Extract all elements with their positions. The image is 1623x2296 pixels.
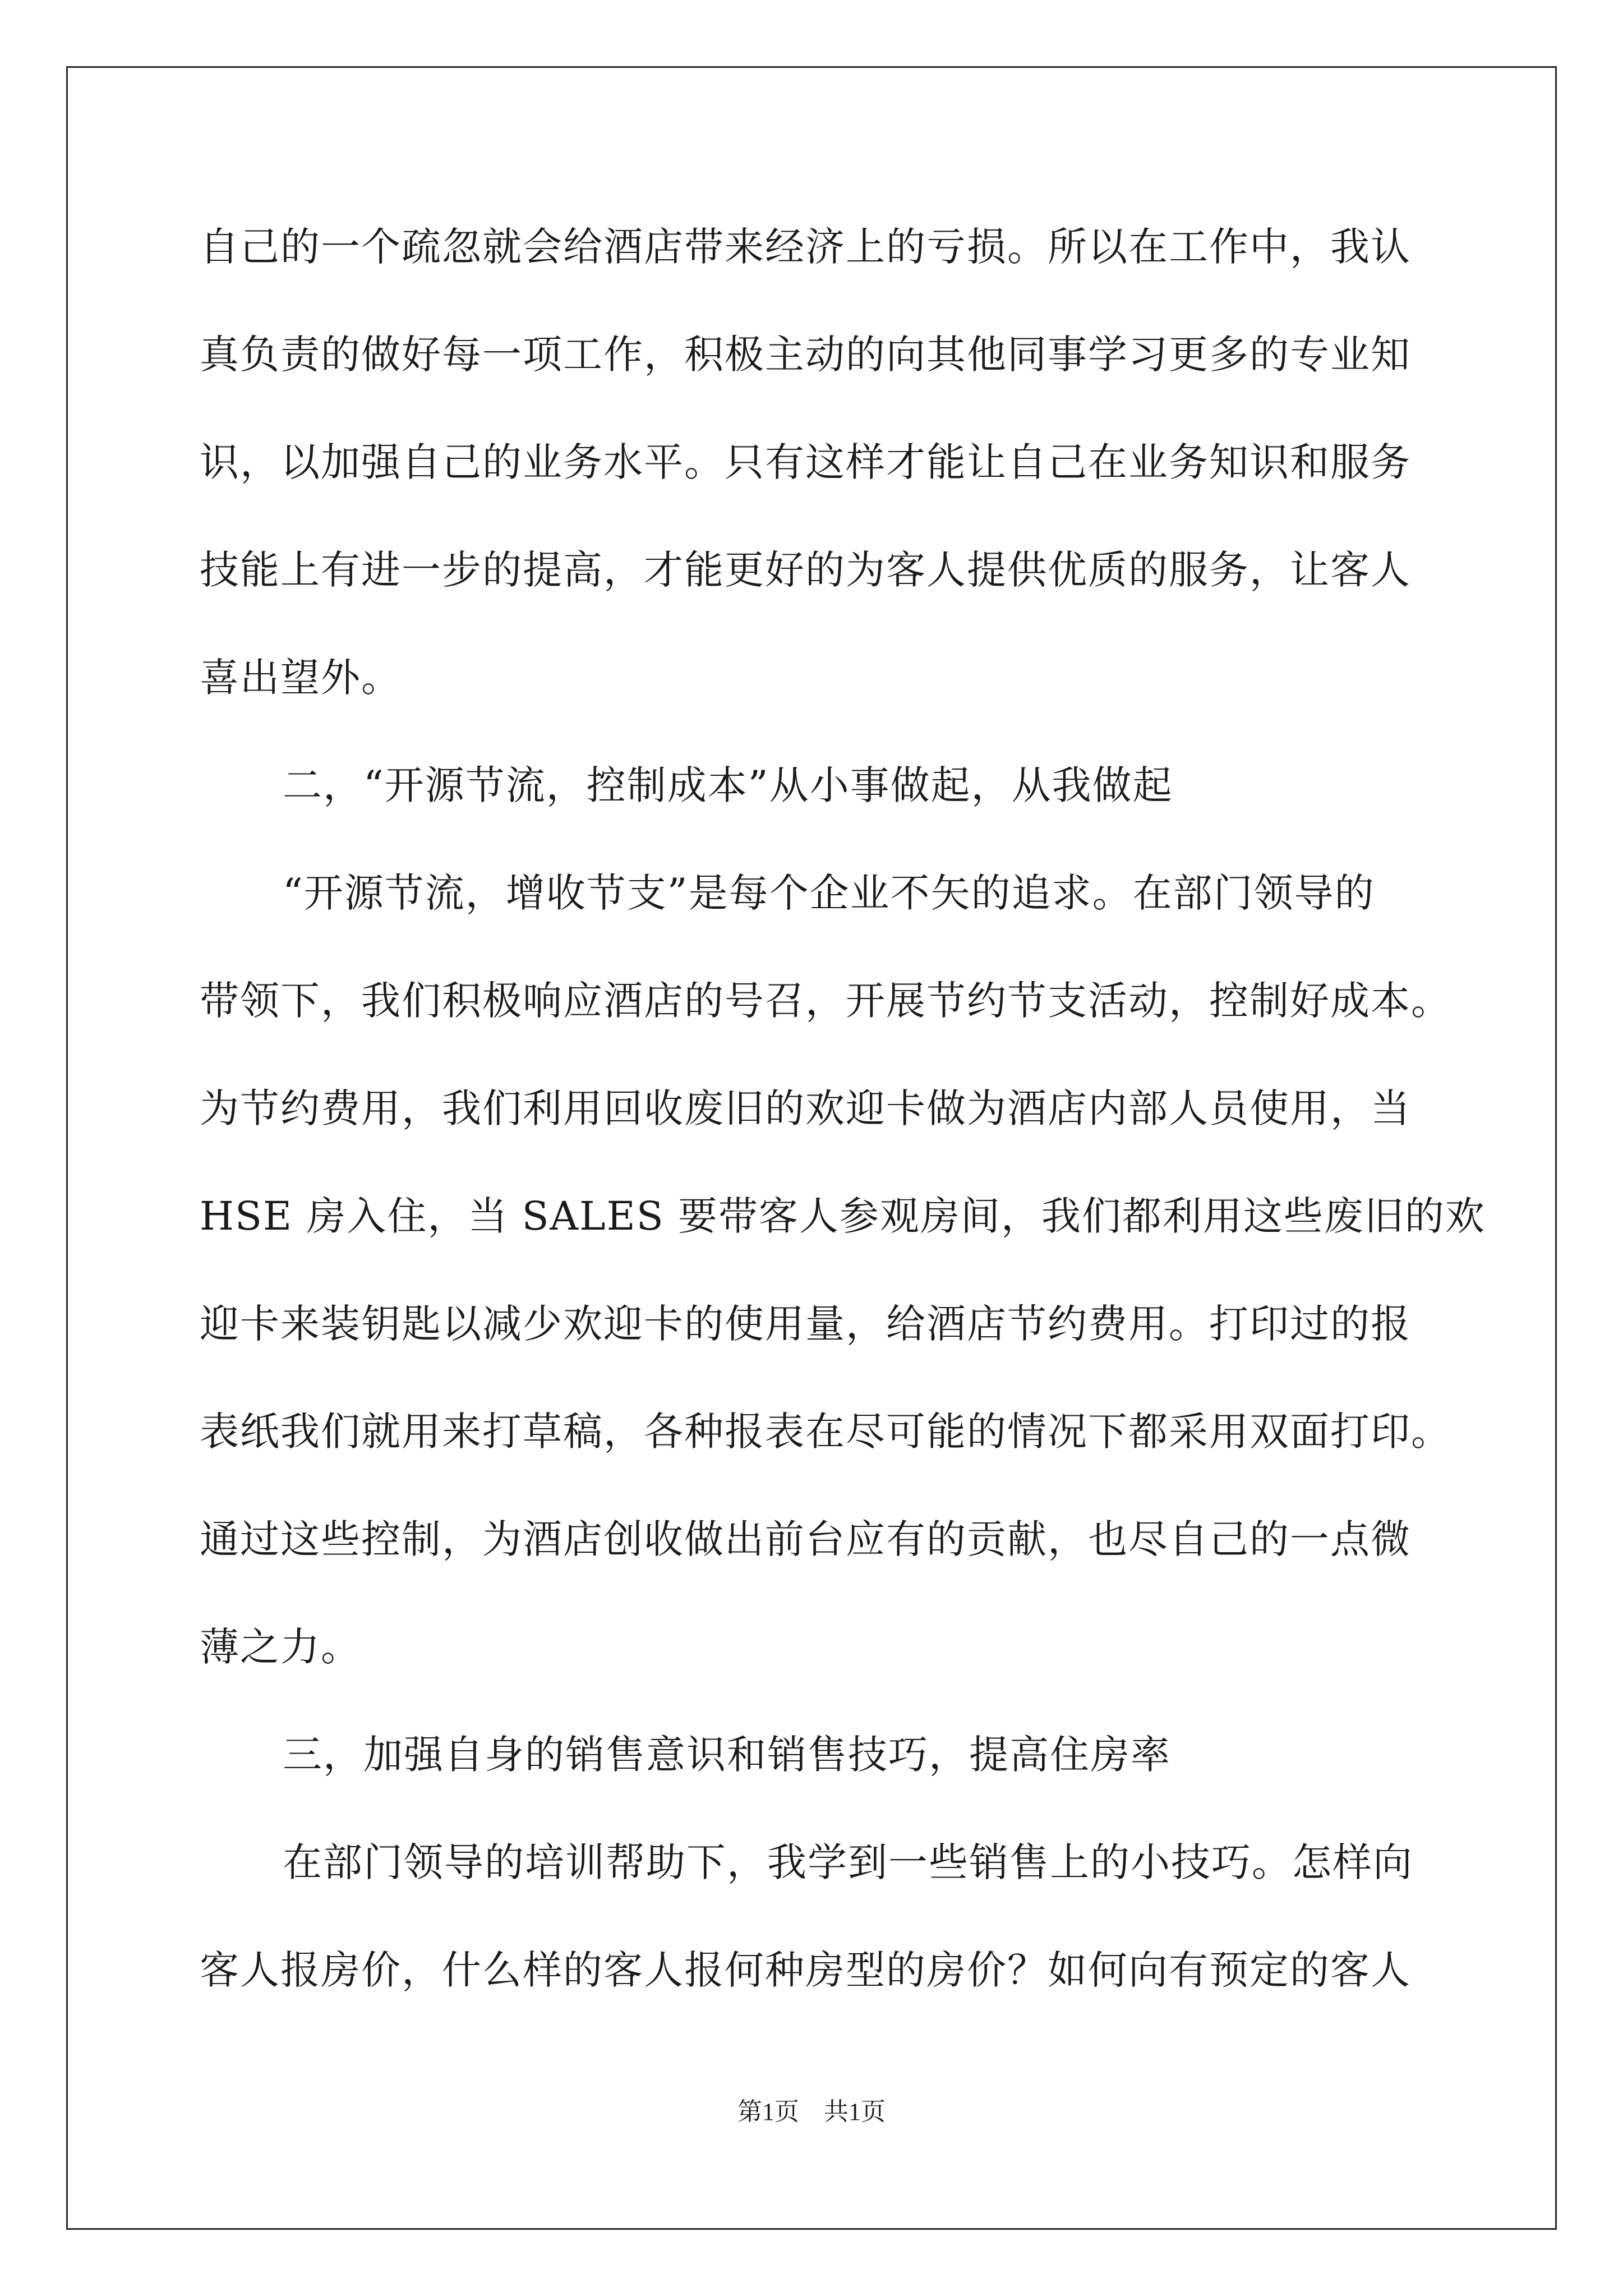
paragraph-start: “开源节流，增收节支”是每个企业不矢的追求。在部门领导的 — [283, 870, 1375, 916]
page-total: 共1页 — [824, 2098, 886, 2125]
body-line: HSE 房入住，当 SALES 要带客人参观房间，我们都利用这些废旧的欢 — [200, 1193, 1486, 1239]
body-line: 为节约费用，我们利用回收废旧的欢迎卡做为酒店内部人员使用，当 — [200, 1085, 1411, 1131]
page-number: 第1页 — [737, 2098, 799, 2125]
body-line: 识，以加强自己的业务水平。只有这样才能让自己在业务知识和服务 — [200, 439, 1411, 485]
body-line: 喜出望外。 — [200, 655, 402, 701]
body-line: 自己的一个疏忽就会给酒店带来经济上的亏损。所以在工作中，我认 — [200, 224, 1411, 270]
page-footer — [0, 2095, 1623, 2129]
body-line: 迎卡来装钥匙以减少欢迎卡的使用量，给酒店节约费用。打印过的报 — [200, 1301, 1411, 1347]
page-border — [66, 66, 1557, 2230]
body-line: 技能上有进一步的提高，才能更好的为客人提供优质的服务，让客人 — [200, 547, 1411, 593]
body-line: 真负责的做好每一项工作，积极主动的向其他同事学习更多的专业知 — [200, 332, 1411, 378]
body-line: 客人报房价，什么样的客人报何种房型的房价？如何向有预定的客人 — [200, 1947, 1411, 1993]
paragraph-start: 在部门领导的培训帮助下，我学到一些销售上的小技巧。怎样向 — [283, 1839, 1413, 1885]
body-line: 薄之力。 — [200, 1624, 361, 1670]
body-line: 表纸我们就用来打草稿，各种报表在尽可能的情况下都采用双面打印。 — [200, 1409, 1451, 1455]
body-line: 带领下，我们积极响应酒店的号召，开展节约节支活动，控制好成本。 — [200, 978, 1451, 1024]
section-heading-2: 二，“开源节流，控制成本”从小事做起，从我做起 — [283, 762, 1173, 808]
body-line: 通过这些控制，为酒店创收做出前台应有的贡献，也尽自己的一点微 — [200, 1516, 1411, 1562]
section-heading-3: 三，加强自身的销售意识和销售技巧，提高住房率 — [283, 1732, 1171, 1778]
